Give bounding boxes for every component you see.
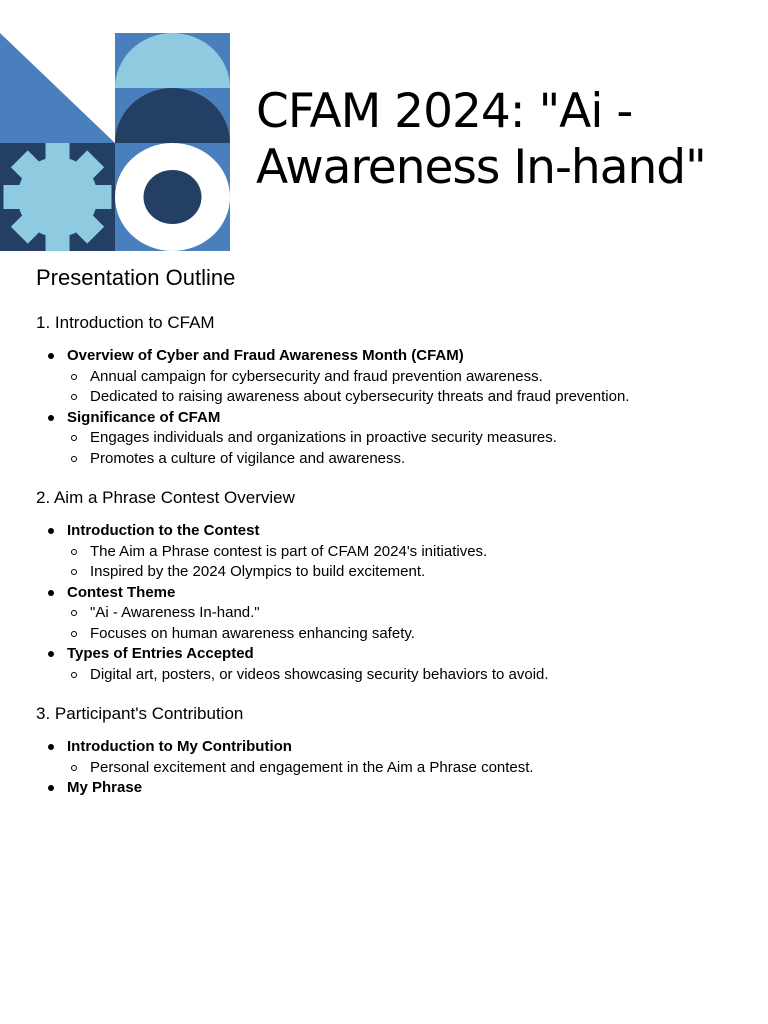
bullet-list: [36, 737, 752, 799]
sub-bullet-list: [67, 428, 752, 469]
sub-bullet-list: [67, 665, 752, 686]
list-item: [36, 644, 752, 685]
sub-list-item: Dedicated to raising awareness about cybersecurity threats and fraud prevention.: [67, 387, 752, 408]
section-participant-contribution: [36, 703, 752, 799]
banner-navy-dot-shape: [144, 170, 202, 224]
list-item: [36, 778, 752, 799]
sub-list-item: Digital art, posters, or videos showcasing security behaviors to avoid.: [67, 665, 752, 686]
sub-bullet-list: [67, 542, 752, 583]
sub-list-item: Promotes a culture of vigilance and awareness.: [67, 449, 752, 470]
section-introduction-to-cfam: [36, 312, 752, 469]
decorative-banner-graphic: [0, 33, 230, 251]
list-item: [36, 346, 752, 408]
sub-list-item: Personal excitement and engagement in the Aim a Phrase contest.: [67, 758, 752, 779]
sub-list-item: Focuses on human awareness enhancing safety.: [67, 624, 752, 645]
sub-list-item: The Aim a Phrase contest is part of CFAM 2024's initiatives.: [67, 542, 752, 563]
section-contest-overview: [36, 487, 752, 685]
list-item-title: Significance of CFAM: [67, 408, 221, 426]
bullet-list: [36, 346, 752, 469]
list-item-title: Contest Theme: [67, 583, 176, 601]
list-item-title: My Phrase: [67, 779, 143, 796]
sub-bullet-list: [67, 758, 752, 779]
sub-bullet-list: [67, 603, 752, 644]
sub-list-item: Inspired by the 2024 Olympics to build excitement.: [67, 562, 752, 583]
document-title: CFAM 2024: "Ai - Awareness In-hand": [256, 84, 706, 195]
bullet-list: [36, 521, 752, 685]
sub-list-item: Engages individuals and organizations in proactive security measures.: [67, 428, 752, 449]
list-item-title: Introduction to the Contest: [67, 522, 260, 539]
list-item: [36, 408, 752, 470]
sub-bullet-list: [67, 367, 752, 408]
sub-list-item: "Ai - Awareness In-hand.": [67, 603, 752, 624]
outline-heading: Presentation Outline: [36, 265, 236, 290]
outline-content: [36, 264, 752, 817]
section-heading: 2. Aim a Phrase Contest Overview: [36, 488, 295, 507]
section-heading: 1. Introduction to CFAM: [36, 313, 215, 332]
list-item: [36, 583, 752, 645]
sub-list-item: Annual campaign for cybersecurity and fraud prevention awareness.: [67, 367, 752, 388]
banner-starburst-shape: [4, 143, 112, 251]
list-item-title: Introduction to My Contribution: [67, 738, 292, 755]
section-heading: 3. Participant's Contribution: [36, 704, 244, 723]
list-item: [36, 737, 752, 778]
list-item: [36, 521, 752, 583]
list-item-title: Overview of Cyber and Fraud Awareness Month (CFAM): [67, 347, 464, 364]
list-item-title: Types of Entries Accepted: [67, 645, 254, 662]
